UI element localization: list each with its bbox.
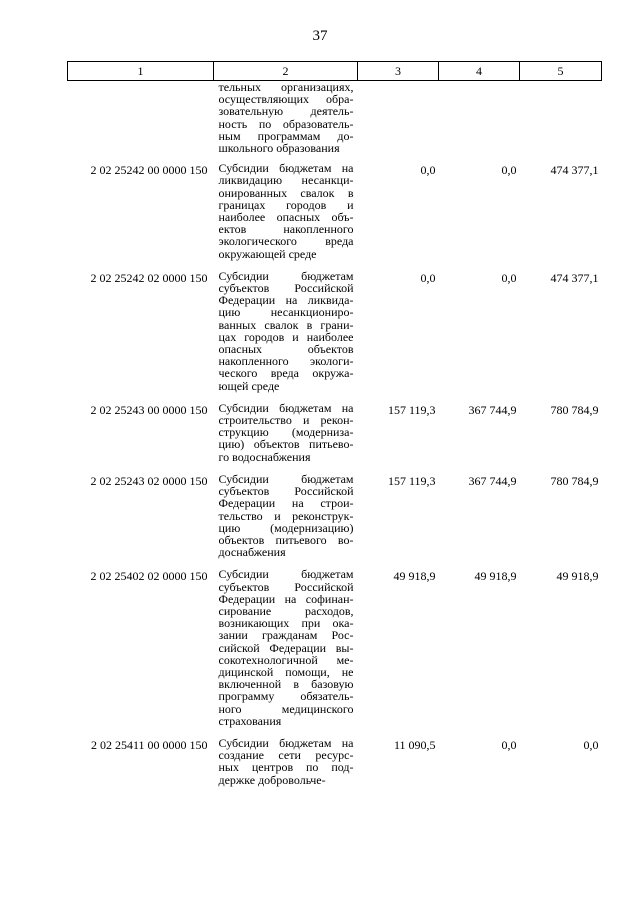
description-line: тельных организациях, <box>218 80 354 94</box>
column-header-5: 5 <box>520 62 602 81</box>
description-line: Субсидии бюджетам на <box>218 400 354 415</box>
amount-cell-col5: 474 377,1 <box>550 163 599 178</box>
table-row <box>68 473 602 568</box>
description-line: включенной в базовую <box>218 677 354 692</box>
description-line: сокотехнологичной ме- <box>218 652 354 667</box>
description-cell <box>214 473 358 568</box>
description-cell <box>214 568 358 737</box>
amount-cell-col3: 157 119,3 <box>387 402 436 417</box>
description-line: держке добровольче- <box>218 772 326 787</box>
description-line: зовательную деятель- <box>218 104 354 119</box>
amount-cell-col4: 0,0 <box>501 163 517 178</box>
description-cell <box>214 737 358 796</box>
description-line: школьного образования <box>218 141 340 156</box>
description-line: субъектов Российской <box>218 484 354 499</box>
description-line: ектов накопленного <box>218 222 354 237</box>
amount-cell-col3: 49 918,9 <box>393 569 436 584</box>
description-line: Федерации на строи- <box>218 496 354 511</box>
description-line: программу обязатель- <box>218 689 354 704</box>
description-line: зании гражданам Рос- <box>218 628 354 643</box>
description-line: ванных свалок в грани- <box>218 317 354 332</box>
description-line: ликвидацию несанкци- <box>218 173 354 188</box>
description-line: границах городов и <box>218 197 354 212</box>
description-line: субъектов Российской <box>218 281 354 296</box>
description-cell <box>214 162 358 270</box>
description-line: дицинской помощи, не <box>218 664 354 679</box>
table-row <box>68 81 602 163</box>
amount-cell-col4: 0,0 <box>501 270 517 285</box>
description-line: цах городов и наиболее <box>218 329 354 344</box>
amount-cell-col3: 0,0 <box>420 163 436 178</box>
description-line: Субсидии бюджетам <box>218 471 354 486</box>
description-line: тельство и реконструк- <box>218 508 354 523</box>
table-row <box>68 162 602 270</box>
description-line: ность по образователь- <box>218 116 354 131</box>
table-row <box>68 270 602 402</box>
page-number: 37 <box>312 28 328 44</box>
budget-code-cell: 2 02 25411 00 0000 150 <box>90 737 208 752</box>
amount-cell-col3 <box>358 81 439 163</box>
description-line: создание сети ресурс- <box>218 748 354 763</box>
amount-cell-col5: 780 784,9 <box>550 473 599 488</box>
description-line: ным программам до- <box>218 128 354 143</box>
budget-code-cell <box>68 81 214 163</box>
description-line: ных центров по под- <box>218 760 354 775</box>
budget-code-cell: 2 02 25242 00 0000 150 <box>90 163 208 178</box>
amount-cell-col5: 780 784,9 <box>550 402 599 417</box>
table-row <box>68 568 602 737</box>
table-header <box>68 62 602 81</box>
table-row <box>68 402 602 473</box>
description-line: субъектов Российской <box>218 579 354 594</box>
budget-code-cell: 2 02 25242 02 0000 150 <box>90 270 208 285</box>
column-header-2: 2 <box>214 62 358 81</box>
description-line: ческого вреда окружа- <box>218 366 354 381</box>
amount-cell-col5: 49 918,9 <box>556 569 599 584</box>
description-cell <box>214 270 358 402</box>
description-line: го водоснабжения <box>218 449 311 464</box>
description-line: струкцию (модерниза- <box>218 425 354 440</box>
description-line: цию (модернизацию) <box>218 520 354 535</box>
budget-code-cell: 2 02 25243 02 0000 150 <box>90 473 208 488</box>
description-line: сирование расходов, <box>218 603 354 618</box>
description-line: экологического вреда <box>218 234 354 249</box>
description-cell <box>214 81 358 163</box>
amount-cell-col5: 474 377,1 <box>550 270 599 285</box>
table-body <box>68 81 602 796</box>
description-line: Федерации на ликвида- <box>218 293 354 308</box>
description-line: страхования <box>218 713 282 728</box>
description-line: Субсидии бюджетам на <box>218 735 354 750</box>
description-line: строительство и рекон- <box>218 413 354 428</box>
description-line: ющей среде <box>218 378 280 393</box>
budget-code-cell: 2 02 25402 02 0000 150 <box>90 569 208 584</box>
amount-cell-col3: 157 119,3 <box>387 473 436 488</box>
amount-cell-col4: 49 918,9 <box>474 569 517 584</box>
description-line: опасных объектов <box>218 342 354 357</box>
amount-cell-col5 <box>520 81 602 163</box>
column-header-1: 1 <box>68 62 214 81</box>
description-cell <box>214 402 358 473</box>
table-row <box>68 737 602 796</box>
column-header-4: 4 <box>439 62 520 81</box>
description-line: онированных свалок в <box>218 185 354 200</box>
description-line: накопленного экологи- <box>218 354 354 369</box>
amount-cell-col5: 0,0 <box>583 737 599 752</box>
amount-cell-col4 <box>439 81 520 163</box>
description-line: объектов питьевого во- <box>218 532 354 547</box>
description-line: цию) объектов питьево- <box>218 437 354 452</box>
column-header-3: 3 <box>358 62 439 81</box>
budget-table <box>67 61 602 796</box>
description-line: Федерации на софинан- <box>218 591 354 606</box>
description-line: осуществляющих обра- <box>218 92 354 107</box>
description-line: наиболее опасных объ- <box>218 210 354 225</box>
description-line: доснабжения <box>218 545 286 560</box>
description-line: ного медицинского <box>218 701 354 716</box>
description-line: возникающих при ока- <box>218 616 354 631</box>
amount-cell-col3: 11 090,5 <box>393 737 436 752</box>
description-line: Субсидии бюджетам на <box>218 161 354 176</box>
amount-cell-col3: 0,0 <box>420 270 436 285</box>
description-line: Субсидии бюджетам <box>218 268 354 283</box>
description-line: сийской Федерации вы- <box>218 640 354 655</box>
amount-cell-col4: 367 744,9 <box>468 473 517 488</box>
budget-code-cell: 2 02 25243 00 0000 150 <box>90 402 208 417</box>
amount-cell-col4: 0,0 <box>501 737 517 752</box>
description-line: цию несанкциониро- <box>218 305 354 320</box>
description-line: окружающей среде <box>218 246 317 261</box>
amount-cell-col4: 367 744,9 <box>468 402 517 417</box>
description-line: Субсидии бюджетам <box>218 567 354 582</box>
